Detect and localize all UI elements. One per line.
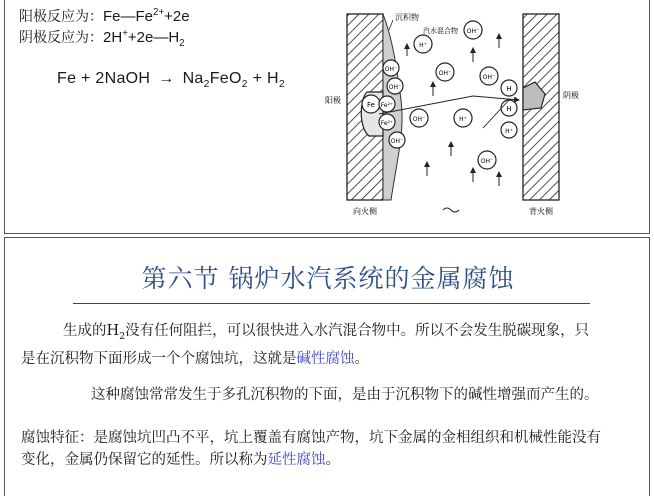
equation-product-na: Na [182, 70, 204, 87]
oh-ion-4: OH⁻ [466, 28, 480, 35]
cathode-equation [103, 28, 185, 49]
term-alkaline-corrosion: 碱性腐蚀 [296, 350, 355, 367]
anode-charge: 2+ [153, 7, 165, 18]
cathode-label: 阴极反应为： [19, 30, 103, 46]
oh-ion-5: OH⁻ [438, 70, 452, 77]
para1-end: 。 [354, 350, 369, 367]
equation-reactants: Fe + 2NaOH [57, 70, 151, 87]
cathode-charge: + [122, 28, 128, 39]
anode-reaction [19, 4, 190, 26]
anode-equation [103, 8, 190, 25]
paragraph-porous-deposit [21, 384, 601, 406]
cathode-reaction [19, 25, 185, 52]
anode-rhs: +2e [164, 8, 190, 25]
cathode-lhs: 2H [103, 29, 123, 46]
title-divider [73, 303, 590, 304]
fe2-ion-2: Fe²⁺ [380, 120, 394, 127]
para2-text: 这种腐蚀常常发生于多孔沉积物的下面，是由于沉积物下的碱性增强而产生的。 [91, 387, 599, 403]
oh-ion-1: OH⁻ [384, 66, 398, 73]
flow-squiggle-icon [443, 208, 459, 212]
para1-body: 没有任何阻拦，可以很快进入水汽混合物中。所以不会发生脱碳现象，只是在沉积物下面形成一个个腐蚀坑，这就是 [21, 323, 590, 367]
fe-atom: Fe [367, 101, 375, 109]
h-atom-2: H [506, 105, 512, 113]
section-title: 第六节 锅炉水汽系统的金属腐蚀 [141, 264, 515, 293]
corrosion-diagram [323, 0, 641, 232]
bottom-slide [4, 237, 650, 496]
label-fire-side: 向火侧 [353, 207, 377, 216]
para3-end: 。 [325, 452, 340, 468]
oh-ion-3: OH⁻ [390, 138, 404, 145]
oh-ion-8: OH⁻ [480, 158, 494, 165]
h-atoms [501, 80, 517, 138]
equation-product-feo: FeO [209, 70, 242, 87]
label-steam-water: 汽水混合物 [423, 27, 458, 35]
label-cathode: 阴极 [563, 91, 579, 100]
o-subscript: 2 [241, 79, 248, 91]
h-atom-1: H [506, 85, 512, 93]
cathode-mid: +2e—H [127, 29, 180, 46]
h-plus-ion-2: H⁺ [459, 116, 467, 123]
na-subscript: 2 [203, 79, 210, 91]
para1-h2-subscript: 2 [119, 330, 126, 342]
anode-lhs: Fe—Fe [103, 8, 154, 25]
oh-ion-7: OH⁻ [482, 74, 496, 81]
h-subscript: 2 [278, 79, 285, 91]
oh-ion-2: OH⁻ [388, 84, 402, 91]
anode-label: 阳极反应为： [19, 9, 103, 25]
paragraph-characteristics [21, 427, 601, 471]
chemical-equation [57, 70, 285, 90]
para3-body: 腐蚀特征：是腐蚀坑凹凸不平，坑上覆盖有腐蚀产物，坑下金属的金相组织和机械性能没有变化，金属仍保留它的延性。所以称为 [21, 430, 601, 468]
equation-product-h: + H [247, 70, 279, 87]
paragraph-alkaline [21, 320, 601, 370]
reaction-arrow: → [158, 70, 175, 87]
oh-ion-6: OH⁻ [412, 116, 426, 123]
label-anode: 阳极 [325, 96, 341, 105]
para1-start: 生成的H [63, 323, 120, 339]
label-back-side: 背火侧 [529, 207, 553, 216]
h-plus-ion-3: H⁺ [505, 128, 513, 135]
top-slide [4, 0, 650, 234]
label-deposit: 沉积物 [395, 13, 419, 22]
cathode-subscript: 2 [179, 38, 185, 49]
fe2-ion-1: Fe²⁺ [380, 102, 394, 109]
h-plus-ion-1: H⁺ [419, 42, 427, 49]
water-ions [410, 21, 498, 169]
term-ductile-corrosion: 延性腐蚀 [267, 452, 326, 468]
